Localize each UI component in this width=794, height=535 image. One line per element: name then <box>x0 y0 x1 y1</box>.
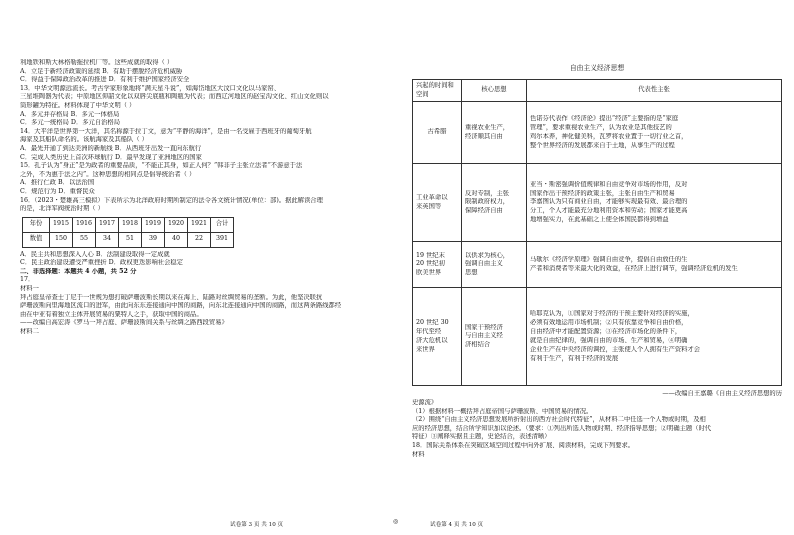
cell-line: 强调自由主义 <box>465 260 503 268</box>
table-header-cell: 1916 <box>73 217 96 232</box>
cell-line: 思想 <box>465 269 478 277</box>
option-line: C．得益于保障政治改革的推进 D．有利于维护国家经济安全 <box>20 76 190 84</box>
table-header-cell: 核心思想 <box>462 79 527 102</box>
section-heading: 二、非选择题：本题共 4 小题，共 52 分 <box>20 267 137 275</box>
text-line: 三星堆陶器为代表；中原地区仰韶文化以双唇尖底瓶和陶瓶为代表；而西辽河地区的赵宝沟文化、红山文化则以 <box>20 93 329 101</box>
cell-line: 马歇尔《经济学原理》强调自由竞争，提倡自由放任的生 <box>530 256 688 263</box>
claims-cell <box>527 102 782 164</box>
text-line: 应的经济思想，结合所学知识加以论述。（要求：①列出所选人物或时期、经济指导思想；②明确主题（时代 <box>412 424 712 432</box>
cell-line: 管理”，要求重视农业生产，认为农业是其他技艺的 <box>530 124 672 131</box>
text-line: 之外，不为惠于法之内”。这种思想的相同点是倡导统治者（ ） <box>20 170 196 178</box>
cell-line: 20 世纪 30 <box>416 319 449 327</box>
cell-line: 重视农业生产， <box>465 124 510 131</box>
table-cell: 55 <box>73 232 96 247</box>
question-line: 15．孔子认为“身正”是为政者的重要品质，“不能正其身，如正人何？”韩非子主张立法者“不游意于法 <box>20 162 303 170</box>
question-line: （2）围绕“自由主义经济思想发展所折射出的西方社会时代特征”，从材料二中任选一个人物或时期，及相 <box>412 416 706 424</box>
text-line: 特征）③阐释实据且主题，史论结合，表述清晰） <box>412 433 551 441</box>
right-column <box>412 64 782 459</box>
option-line: C．民主政治建设遭受严重挫折 D．政权更迭影响社会稳定 <box>20 259 183 267</box>
table-header-cell: 合计 <box>211 217 234 232</box>
option-line: A．立足于新经济政策的延续 B．有助于摆脱经济危机威胁 <box>20 67 183 75</box>
cell-line: 经济顺其自由 <box>465 132 503 140</box>
cell-line: 分工，个人才能最充分地利用资本和劳动；国家才能更高 <box>530 207 688 215</box>
question-line: 14．大平洋是世界第一大洋，其名称源于拉丁文，意为“平静的海洋”，是由一名受雇于西班牙的葡萄牙航 <box>20 127 312 135</box>
table-header-cell: 1918 <box>119 217 142 232</box>
core-idea-cell <box>462 102 527 164</box>
option-line: C．完成人类历史上首次环球航行 D．最早发现了亚洲地区的国家 <box>20 153 202 161</box>
option-line: A．最先开通了到达美洲的新航线 B．从西班牙出发一直向东航行 <box>20 144 202 152</box>
left-column <box>20 59 380 337</box>
cell-line: 来世界 <box>416 345 435 353</box>
table-row <box>413 79 782 102</box>
page-footer: 试卷第 4 页 共 10 页 <box>430 522 484 528</box>
table-header-cell: 1915 <box>50 217 73 232</box>
cell-line: 来英国等 <box>416 202 442 210</box>
option-line: A．多元并存格局 B．多元一体格局 <box>20 110 120 118</box>
table-header-cell: 兴起的时间和空间 <box>413 79 462 102</box>
table-header-cell: 代表性主张 <box>527 79 782 102</box>
period-cell <box>413 102 462 164</box>
table-cell: 34 <box>96 232 119 247</box>
cell-line: 产者和消费者等来最大化的效益，在经济上进行调节，强调经济危机的发生 <box>530 264 738 272</box>
option-line: C．规范行为 D．重督民众 <box>20 187 95 195</box>
cell-line: 国家作出干预经济的政策主张，主张自由生产和贸易 <box>530 189 675 197</box>
cell-line: 色诺芬代表作《经济论》提出“经济”主要指的是“家庭 <box>530 115 679 123</box>
core-idea-cell <box>462 164 527 242</box>
option-line: A．民主共和思想深入人心 B．法制建设取得一定成就 <box>20 250 170 258</box>
table-title: 自由主义经济思想 <box>569 64 625 72</box>
table-row <box>23 232 234 247</box>
text-line: 拜占庭皇帝查士丁尼于一世规为想打破萨珊波斯长期以来在海上、陆路对丝绸贸易的垄断。为此，他坚决联抗 <box>20 293 323 301</box>
claims-cell <box>527 288 782 386</box>
cell-line: 自由经济中才能配置资源；③在经济市场化的条件下， <box>530 328 682 335</box>
table-header-cell: 1917 <box>96 217 119 232</box>
core-idea-cell <box>462 288 527 386</box>
cell-line: 欧美世界 <box>416 269 442 277</box>
cell-line: 19 世纪末 <box>416 251 445 259</box>
option-line: A．推行仁政 B．以法治国 <box>20 179 95 187</box>
table-header-cell: 1919 <box>142 217 165 232</box>
table-row <box>413 242 782 288</box>
table-row <box>23 217 234 232</box>
cell-line: 保障经济自由 <box>465 207 503 215</box>
cell-line: 20 世纪初 <box>416 260 445 268</box>
cell-line: 国家干预经济 <box>465 323 503 331</box>
text-line: 的是，北洋军阀统治时期（ ） <box>20 205 104 213</box>
table-cell: 51 <box>119 232 142 247</box>
text-line: 海家及其船队命名的。该航海家及其船队（ ） <box>20 136 148 144</box>
cell-line: 整个世界经济的发展都来自于土地，从事生产的过程 <box>530 141 675 149</box>
question-line: （1）根据材料一概括拜占庭帝国与萨珊波斯、中国贸易的情况。 <box>412 407 593 415</box>
question-line: 18．国际关系体系在突破区域空间过程中向外扩展、阅读材料，完成下列要求。 <box>412 441 635 449</box>
text-line: 利地铁和斯大林格勒拖拉机厂等。这些成就的取得（ ） <box>20 59 174 66</box>
text-line: 筒形罐为特征。材料体现了中华文明（ ） <box>20 101 136 109</box>
cell-line: 工业革命以 <box>416 194 448 201</box>
table-cell: 391 <box>211 232 234 247</box>
period-cell <box>413 288 462 386</box>
table-row <box>413 288 782 386</box>
question-line: 16．（2023・楚雄高三模拟）下表所示为北洋政府时期所制定的法令各文统计情况(单位：部)。据此解读合理 <box>20 196 323 204</box>
citation-line: ——改编自王嘉璐《自由主义经济思想的历 <box>662 390 782 398</box>
cell-line: 鸡尔本养，神化健美科，瓦罗将农业置于一切行业之首， <box>530 132 688 140</box>
cell-line: 古希腊 <box>427 128 447 136</box>
citation-line: ——改编自高宏涛《罗马一拜占庭、萨珊波斯间关系与丝绸之路西段贸易》 <box>20 319 228 327</box>
text-line: 萨珊波斯向里海地区流口的进军，由此向东东连接通向中国的商路，向东北连接通向中国的商路，而这两条路线都经 <box>20 302 342 310</box>
page-footer: 试卷第 3 页 共 10 页 <box>230 522 284 528</box>
table-cell: 150 <box>50 232 73 247</box>
binding-mark: ◎ <box>393 518 399 525</box>
table-row <box>413 164 782 242</box>
table-row <box>413 102 782 164</box>
question-number: 17． <box>20 276 35 284</box>
cell-line: 反对专制，主张 <box>465 189 510 197</box>
cell-line: 地增强实力，在此基础之上使全体国民都得到增益 <box>530 216 669 224</box>
claims-cell <box>527 242 782 288</box>
table-cell: 40 <box>165 232 188 247</box>
cell-line: 有利于生产，有利于经济的发展 <box>530 354 619 362</box>
material-label: 材料一 <box>20 285 39 293</box>
option-line: C．多元一统格局 D．多元自治格局 <box>20 119 121 127</box>
law-count-table <box>22 217 234 248</box>
cell-line: 企业生产在中央经济的调控，主张使人个人拥有生产资料才会 <box>530 345 701 353</box>
table-header-cell: 1920 <box>165 217 188 232</box>
cell-line: 以供求为核心， <box>465 251 510 259</box>
table-header-cell: 年份 <box>23 217 50 232</box>
cell-line: 济大危机以 <box>416 336 448 344</box>
cell-line: 与自由主义经 <box>465 332 503 340</box>
core-idea-cell <box>462 242 527 288</box>
liberal-economics-table <box>412 79 782 387</box>
material-label: 材料 <box>412 450 425 458</box>
table-header-cell: 1921 <box>188 217 211 232</box>
claims-cell <box>527 164 782 242</box>
cell-line: 限制政府权力， <box>465 198 510 206</box>
cell-line: 就是自由纪律的，强调自由的市场、生产和贸易，④明确 <box>530 336 688 344</box>
period-cell <box>413 164 462 242</box>
material-label: 材料二 <box>20 328 39 336</box>
question-line: 13．中华文明源远流长。考古学家形象地将“满天星斗说”，如海岱地区大汶口文化以马家窑、 <box>20 84 281 92</box>
cell-line: 哈耶克认为，①国家对于经济的干预主要针对经济的实施， <box>530 310 694 318</box>
cell-line: 年代至经 <box>416 328 442 335</box>
cell-line: 济相结合 <box>465 341 491 349</box>
citation-line: 史源流》 <box>412 399 438 406</box>
text-line: 由在中亚有着独立主体开展贸易的粟特人之手，获取中国的商品。 <box>20 310 203 318</box>
cell-line: 李嘉图认为只有商业自由，才能够实现最有效、最合理的 <box>530 198 688 206</box>
table-cell: 22 <box>188 232 211 247</box>
period-cell <box>413 242 462 288</box>
table-row-label: 数值 <box>23 232 50 247</box>
cell-line: 必须有效地运用市场机制；②只有依靠竞争和自由价格， <box>530 319 688 327</box>
table-cell: 39 <box>142 232 165 247</box>
cell-line: 亚当・斯密强调价值规律和自由竞争对市场的作用，反对 <box>530 180 688 188</box>
right-page <box>397 0 794 535</box>
